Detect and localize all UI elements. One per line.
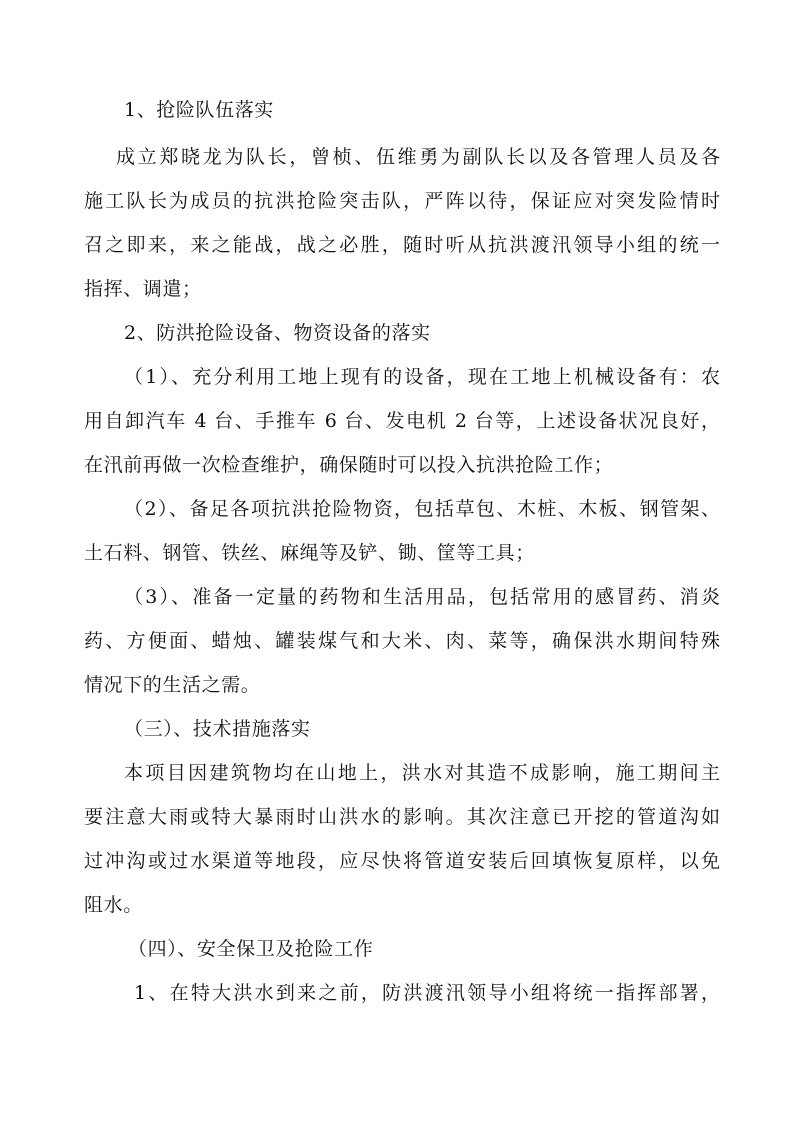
- paragraph-line: 药、方便面、蜡烛、罐装煤气和大米、肉、菜等，确保洪水期间特殊: [84, 630, 720, 652]
- paragraph-line: （2）、备足各项抗洪抢险物资，包括草包、木桩、木板、钢管架、: [124, 498, 720, 520]
- paragraph-line: 用自卸汽车 4 台、手推车 6 台、发电机 2 台等，上述设备状况良好，: [84, 410, 720, 432]
- section-heading: 2、防洪抢险设备、物资设备的落实: [124, 322, 431, 344]
- paragraph-line: 本项目因建筑物均在山地上，洪水对其造不成影响，施工期间主: [124, 762, 720, 784]
- paragraph-line: 1、在特大洪水到来之前，防洪渡汛领导小组将统一指挥部署，: [134, 982, 720, 1004]
- paragraph-line: 阻水。: [84, 894, 143, 916]
- paragraph-line: 在汛前再做一次检查维护，确保随时可以投入抗洪抢险工作；: [84, 454, 614, 476]
- paragraph-line: 要注意大雨或特大暴雨时山洪水的影响。其次注意已开挖的管道沟如: [84, 806, 720, 828]
- paragraph-line: 土石料、钢管、铁丝、麻绳等及铲、锄、筐等工具；: [84, 542, 535, 564]
- paragraph-line: 过冲沟或过水渠道等地段，应尽快将管道安装后回填恢复原样，以免: [84, 850, 720, 872]
- paragraph-line: 成立郑晓龙为队长，曾桢、伍维勇为副队长以及各管理人员及各: [116, 146, 720, 168]
- paragraph-line: 召之即来，来之能战，战之必胜，随时听从抗洪渡汛领导小组的统一: [84, 234, 720, 256]
- paragraph-line: （1）、充分利用工地上现有的设备，现在工地上机械设备有：农: [124, 366, 720, 388]
- section-heading: （三）、技术措施落实: [124, 718, 311, 740]
- section-heading: （四）、安全保卫及抢险工作: [128, 938, 374, 960]
- paragraph-line: 指挥、调遣；: [84, 278, 202, 300]
- paragraph-line: （3）、准备一定量的药物和生活用品，包括常用的感冒药、消炎: [124, 586, 720, 608]
- section-heading: 1、抢险队伍落实: [124, 99, 274, 121]
- paragraph-line: 情况下的生活之需。: [84, 674, 261, 696]
- paragraph-line: 施工队长为成员的抗洪抢险突击队，严阵以待，保证应对突发险情时: [84, 190, 720, 212]
